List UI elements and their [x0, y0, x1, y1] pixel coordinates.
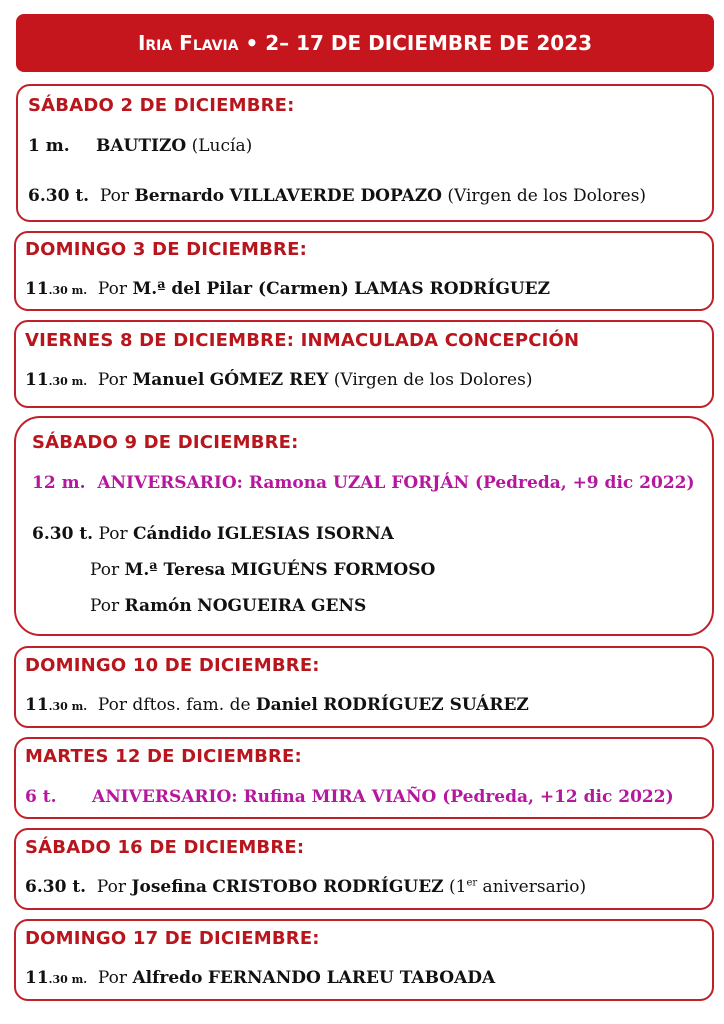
entry-time: 6.30 t. [25, 877, 87, 897]
entry-name: Alfredo [132, 968, 203, 988]
entry-line-anniversary [25, 787, 57, 807]
entry-time-sub: .30 m. [48, 973, 88, 986]
entry-time: 6.30 t. [28, 186, 90, 206]
entry-time-sub: .30 m. [48, 700, 88, 713]
day-card [14, 320, 714, 408]
entry-name: Bernardo [134, 186, 225, 206]
header-dates: 2– 17 DE DICIEMBRE DE 2023 [265, 31, 593, 55]
entry-time-main: 11 [25, 968, 49, 988]
header-separator: • [238, 31, 266, 55]
entry-surname: VILLAVERDE DOPAZO [229, 186, 442, 206]
day-card [14, 737, 714, 819]
entry-line [25, 370, 532, 390]
entry-surname: NOGUEIRA GENS [197, 596, 367, 616]
entry-pre: Por [90, 560, 120, 580]
day-card [14, 646, 714, 728]
entry-note: (1er aniversario) [449, 877, 587, 897]
day-title: SÁBADO 9 DE DICIEMBRE: [32, 432, 299, 453]
day-card [16, 84, 714, 222]
entry-surname: CRISTOBO RODRÍGUEZ [212, 877, 444, 897]
entry-text: ANIVERSARIO: Rufina MIRA VIAÑO (Pedreda, +12 dic 2022) [92, 787, 674, 807]
entry-note: (Virgen de los Dolores) [447, 186, 647, 206]
entry-time-main: 11 [25, 279, 49, 299]
day-card [14, 919, 714, 1001]
day-title: VIERNES 8 DE DICIEMBRE: INMACULADA CONCEPCIÓN [25, 330, 580, 351]
entry-line [32, 524, 394, 544]
entry-time: 6.30 t. [32, 524, 94, 544]
entry-text: ANIVERSARIO: Ramona UZAL FORJÁN (Pedreda, +9 dic 2022) [97, 473, 695, 493]
entry-line-anniversary [92, 787, 674, 807]
day-title: SÁBADO 2 DE DICIEMBRE: [28, 95, 295, 116]
day-card [14, 231, 714, 311]
entry-pre: Por [98, 524, 128, 544]
entry-pre: Por [90, 596, 120, 616]
entry-pre: Por [97, 279, 128, 299]
entry-name: Josefina [131, 877, 207, 897]
entry-note: (Lucía) [191, 136, 253, 156]
entry-time-sub: .30 m. [48, 284, 88, 297]
entry-line [25, 695, 529, 715]
entry-pre: Por [97, 968, 128, 988]
day-title: DOMINGO 3 DE DICIEMBRE: [25, 239, 307, 260]
day-title: DOMINGO 10 DE DICIEMBRE: [25, 655, 320, 676]
entry-surname: LAMAS RODRÍGUEZ [354, 279, 551, 299]
entry-line [90, 560, 435, 580]
entry-name: Manuel [132, 370, 205, 390]
entry-name: Ramón [124, 596, 192, 616]
entry-time: 1 m. [28, 136, 70, 156]
entry-surname: FERNANDO LAREU TABOADA [207, 968, 496, 988]
entry-pre: Por [99, 186, 130, 206]
entry-surname: MIGUÉNS FORMOSO [230, 560, 436, 580]
entry-label: BAUTIZO [96, 136, 187, 156]
entry-line-anniversary [32, 473, 695, 493]
day-title: MARTES 12 DE DICIEMBRE: [25, 746, 302, 767]
entry-time-sub: .30 m. [48, 375, 88, 388]
entry-line [96, 136, 252, 156]
page-header [16, 14, 714, 72]
entry-note: (Virgen de los Dolores) [333, 370, 533, 390]
day-title: SÁBADO 16 DE DICIEMBRE: [25, 837, 305, 858]
entry-time: 6 t. [25, 787, 57, 807]
entry-surname: RODRÍGUEZ SUÁREZ [323, 695, 529, 715]
entry-pre: Por [97, 370, 128, 390]
entry-time: 12 m. [32, 473, 86, 493]
entry-surname: GÓMEZ REY [209, 370, 329, 390]
entry-time-main: 11 [25, 370, 49, 390]
day-card [14, 828, 714, 910]
entry-pre: Por [96, 877, 127, 897]
entry-name: Daniel [255, 695, 318, 715]
header-place: Iria Flavia [137, 31, 239, 55]
entry-line [25, 968, 495, 988]
entry-surname: IGLESIAS ISORNA [216, 524, 394, 544]
entry-line [28, 186, 646, 206]
entry-line [90, 596, 366, 616]
entry-time-main: 11 [25, 695, 49, 715]
entry-name: M.ª del Pilar (Carmen) [132, 279, 349, 299]
entry-name: M.ª Teresa [124, 560, 226, 580]
entry-line [28, 136, 70, 156]
entry-name: Cándido [133, 524, 212, 544]
entry-line [25, 279, 550, 299]
entry-line [25, 877, 586, 897]
entry-pre: Por dftos. fam. de [97, 695, 251, 715]
day-card [14, 416, 714, 636]
day-title: DOMINGO 17 DE DICIEMBRE: [25, 928, 320, 949]
